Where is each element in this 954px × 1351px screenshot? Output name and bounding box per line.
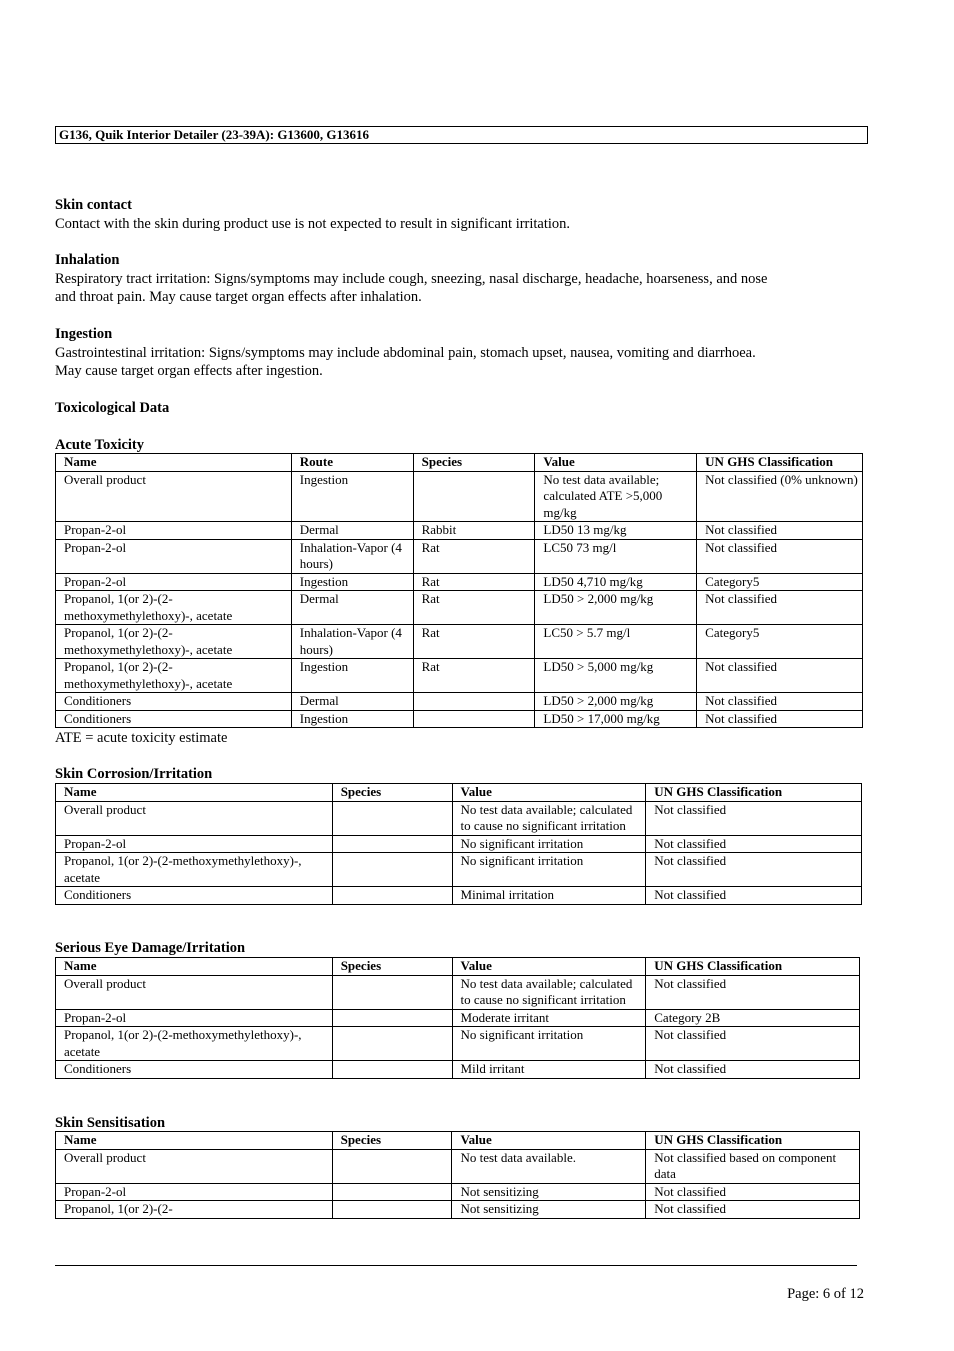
table-cell: Dermal — [291, 522, 413, 540]
table-row — [56, 591, 863, 625]
table-row — [56, 887, 862, 905]
table-cell — [332, 1027, 452, 1061]
ingestion-text-line2: May cause target organ effects after ingestion. — [55, 363, 323, 379]
table-cell — [332, 1201, 452, 1219]
document-header: G136, Quik Interior Detailer (23-39A): G13600, G13616 — [55, 126, 868, 144]
table-cell: Rat — [413, 539, 535, 573]
table-row — [56, 471, 863, 522]
table-cell: Category5 — [697, 573, 863, 591]
table-cell: Not classified — [646, 853, 862, 887]
table-cell: Overall product — [56, 471, 292, 522]
ingestion-section — [55, 325, 860, 381]
table-row — [56, 835, 862, 853]
ate-note: ATE = acute toxicity estimate — [55, 730, 228, 746]
table-row — [56, 1027, 860, 1061]
column-header: Route — [291, 454, 413, 472]
table-cell: LD50 4,710 mg/kg — [535, 573, 697, 591]
table-cell: No significant irritation — [452, 853, 646, 887]
table-cell: No significant irritation — [452, 835, 646, 853]
table-cell: Propanol, 1(or 2)-(2-methoxymethylethoxy)-, acetate — [56, 853, 333, 887]
skin-contact-heading: Skin contact — [55, 197, 132, 213]
table-cell: LD50 > 2,000 mg/kg — [535, 693, 697, 711]
column-header: Name — [56, 454, 292, 472]
column-header: UN GHS Classification — [697, 454, 863, 472]
table-cell — [332, 801, 452, 835]
table-cell: Propanol, 1(or 2)-(2-methoxymethylethoxy)-, acetate — [56, 625, 292, 659]
footer-divider — [55, 1265, 857, 1266]
table-row — [56, 710, 863, 728]
table-row — [56, 573, 863, 591]
table-cell: Propanol, 1(or 2)-(2-methoxymethylethoxy)-, acetate — [56, 591, 292, 625]
table-cell: Propan-2-ol — [56, 1009, 333, 1027]
tox-data-heading: Toxicological Data — [55, 400, 170, 416]
table-cell: Overall product — [56, 801, 333, 835]
table-cell — [332, 1183, 452, 1201]
table-cell: Minimal irritation — [452, 887, 646, 905]
table-cell: Not classified — [646, 1183, 860, 1201]
table-cell: Rabbit — [413, 522, 535, 540]
table-cell: Dermal — [291, 591, 413, 625]
ingestion-text-line1: Gastrointestinal irritation: Signs/symptoms may include abdominal pain, stomach upset, nausea, vomiting and diarrhoea. — [55, 344, 756, 361]
ingestion-heading: Ingestion — [55, 326, 113, 342]
table-cell: Not classified — [697, 710, 863, 728]
skin-sensitisation-table — [55, 1131, 860, 1219]
table-cell: LD50 > 17,000 mg/kg — [535, 710, 697, 728]
column-header: Value — [452, 784, 646, 802]
table-cell: Not classified — [697, 539, 863, 573]
table-row — [56, 801, 862, 835]
table-cell: Not sensitizing — [452, 1201, 646, 1219]
table-cell — [332, 887, 452, 905]
table-row — [56, 1183, 860, 1201]
column-header: Name — [56, 784, 333, 802]
table-cell: Conditioners — [56, 710, 292, 728]
table-row — [56, 659, 863, 693]
table-cell — [332, 1149, 452, 1183]
table-cell: Inhalation-Vapor (4 hours) — [291, 625, 413, 659]
table-cell: Not classified — [697, 693, 863, 711]
acute-toxicity-table — [55, 453, 863, 728]
skin-corrosion-title: Skin Corrosion/Irritation — [55, 766, 213, 782]
table-cell: No significant irritation — [452, 1027, 646, 1061]
column-header: Species — [413, 454, 535, 472]
table-cell: Not classified — [646, 887, 862, 905]
column-header: Value — [535, 454, 697, 472]
skin-corrosion-table — [55, 783, 862, 905]
table-row — [56, 1149, 860, 1183]
column-header: Name — [56, 1132, 333, 1150]
table-cell: Rat — [413, 573, 535, 591]
column-header: UN GHS Classification — [646, 958, 860, 976]
table-cell: Not classified — [646, 1201, 860, 1219]
table-row — [56, 522, 863, 540]
table-cell: Not classified — [646, 1061, 860, 1079]
eye-damage-table — [55, 957, 860, 1079]
table-row — [56, 693, 863, 711]
inhalation-text-line1: Respiratory tract irritation: Signs/symptoms may include cough, sneezing, nasal discharge, headache, hoarseness, and nose — [55, 270, 768, 287]
column-header: Value — [452, 1132, 646, 1150]
table-cell: Ingestion — [291, 573, 413, 591]
table-cell: LD50 13 mg/kg — [535, 522, 697, 540]
table-cell — [332, 835, 452, 853]
table-cell: Propan-2-ol — [56, 835, 333, 853]
inhalation-heading: Inhalation — [55, 252, 120, 268]
table-header-row — [56, 1132, 860, 1150]
table-row — [56, 975, 860, 1009]
table-cell: No test data available; calculated to cause no significant irritation — [452, 801, 646, 835]
column-header: UN GHS Classification — [646, 784, 862, 802]
table-cell: Ingestion — [291, 471, 413, 522]
table-cell: Inhalation-Vapor (4 hours) — [291, 539, 413, 573]
column-header: Species — [332, 784, 452, 802]
table-cell: Rat — [413, 659, 535, 693]
skin-contact-section — [55, 196, 860, 233]
table-cell: Not classified (0% unknown) — [697, 471, 863, 522]
table-cell: Ingestion — [291, 710, 413, 728]
table-cell: Dermal — [291, 693, 413, 711]
table-cell: LC50 73 mg/l — [535, 539, 697, 573]
table-cell — [332, 1061, 452, 1079]
table-cell — [332, 1009, 452, 1027]
table-cell: Not sensitizing — [452, 1183, 646, 1201]
table-cell: Not classified — [646, 835, 862, 853]
table-cell: Conditioners — [56, 1061, 333, 1079]
table-cell: Conditioners — [56, 887, 333, 905]
column-header: Value — [452, 958, 646, 976]
table-cell: Not classified — [697, 659, 863, 693]
table-row — [56, 539, 863, 573]
table-cell: LD50 > 5,000 mg/kg — [535, 659, 697, 693]
table-cell: Not classified — [646, 1027, 860, 1061]
table-cell: Moderate irritant — [452, 1009, 646, 1027]
table-cell: Not classified based on component data — [646, 1149, 860, 1183]
table-row — [56, 1009, 860, 1027]
table-header-row — [56, 784, 862, 802]
table-cell: Category 2B — [646, 1009, 860, 1027]
table-cell: LD50 > 2,000 mg/kg — [535, 591, 697, 625]
table-header-row — [56, 454, 863, 472]
table-cell — [332, 853, 452, 887]
table-row — [56, 1061, 860, 1079]
table-cell — [413, 710, 535, 728]
table-cell: Mild irritant — [452, 1061, 646, 1079]
inhalation-section — [55, 251, 860, 307]
eye-damage-title: Serious Eye Damage/Irritation — [55, 940, 246, 956]
table-cell — [332, 975, 452, 1009]
table-cell: LC50 > 5.7 mg/l — [535, 625, 697, 659]
table-cell: Not classified — [646, 801, 862, 835]
table-row — [56, 625, 863, 659]
table-cell: Conditioners — [56, 693, 292, 711]
column-header: Species — [332, 1132, 452, 1150]
table-cell: Rat — [413, 625, 535, 659]
table-cell: No test data available; calculated to cause no significant irritation — [452, 975, 646, 1009]
column-header: UN GHS Classification — [646, 1132, 860, 1150]
table-header-row — [56, 958, 860, 976]
table-cell — [413, 471, 535, 522]
column-header: Species — [332, 958, 452, 976]
table-cell: Ingestion — [291, 659, 413, 693]
column-header: Name — [56, 958, 333, 976]
table-cell: Not classified — [697, 591, 863, 625]
acute-toxicity-title: Acute Toxicity — [55, 437, 145, 453]
table-cell: No test data available; calculated ATE >5,000 mg/kg — [535, 471, 697, 522]
table-cell: Overall product — [56, 975, 333, 1009]
inhalation-text-line2: and throat pain. May cause target organ effects after inhalation. — [55, 289, 422, 305]
table-cell: Not classified — [697, 522, 863, 540]
table-cell: Not classified — [646, 975, 860, 1009]
table-cell: Overall product — [56, 1149, 333, 1183]
table-cell: Propan-2-ol — [56, 539, 292, 573]
table-row — [56, 853, 862, 887]
table-cell: No test data available. — [452, 1149, 646, 1183]
table-cell: Propanol, 1(or 2)-(2-methoxymethylethoxy)-, acetate — [56, 1027, 333, 1061]
table-cell: Rat — [413, 591, 535, 625]
table-cell — [413, 693, 535, 711]
table-cell: Propan-2-ol — [56, 1183, 333, 1201]
skin-sensitisation-title: Skin Sensitisation — [55, 1115, 166, 1131]
table-row — [56, 1201, 860, 1219]
skin-contact-text: Contact with the skin during product use is not expected to result in significant irritation. — [55, 215, 571, 232]
page-number: Page: 6 of 12 — [787, 1286, 864, 1302]
table-cell: Propanol, 1(or 2)-(2- — [56, 1201, 333, 1219]
table-cell: Category5 — [697, 625, 863, 659]
table-cell: Propan-2-ol — [56, 522, 292, 540]
table-cell: Propanol, 1(or 2)-(2-methoxymethylethoxy)-, acetate — [56, 659, 292, 693]
table-cell: Propan-2-ol — [56, 573, 292, 591]
